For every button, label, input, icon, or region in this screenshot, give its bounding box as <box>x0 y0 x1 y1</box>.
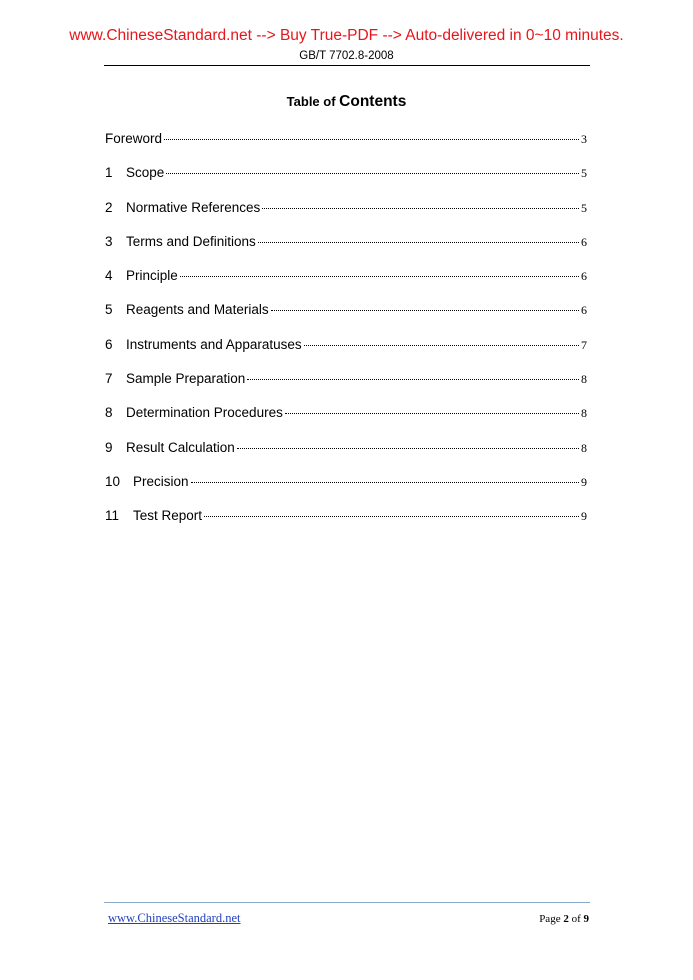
toc-title-main: Contents <box>339 93 407 110</box>
toc-entry-number: 3 <box>105 233 113 249</box>
toc-entry-page: 9 <box>581 509 587 524</box>
toc-entry-terms-and-definitions[interactable] <box>105 234 587 268</box>
toc-entry-label: Precision <box>133 473 189 489</box>
dot-leader <box>258 242 579 243</box>
dot-leader <box>204 516 579 517</box>
toc-entry-number: 5 <box>105 302 113 318</box>
toc-entry-label: Result Calculation <box>126 439 235 455</box>
toc-entry-number: 10 <box>105 473 121 489</box>
toc-entry-determination-procedures[interactable] <box>105 405 587 439</box>
toc-entry-number: 6 <box>105 336 113 352</box>
toc-entry-page: 7 <box>581 337 587 352</box>
toc-title <box>0 93 693 111</box>
toc-entry-page: 8 <box>581 406 587 421</box>
toc-entry-number: 7 <box>105 371 113 387</box>
toc-entry-page: 6 <box>581 303 587 318</box>
toc-entry-page: 5 <box>581 200 587 215</box>
toc-entry-page: 6 <box>581 269 587 284</box>
toc-entry-scope[interactable] <box>105 165 587 199</box>
toc-list <box>105 131 587 543</box>
toc-entry-number: 2 <box>105 199 113 215</box>
toc-entry-number: 11 <box>105 508 120 524</box>
toc-entry-label: Terms and Definitions <box>126 233 256 249</box>
toc-entry-page: 9 <box>581 474 587 489</box>
toc-entry-label: Test Report <box>133 508 203 524</box>
promo-banner-link[interactable]: www.ChineseStandard.net --> Buy True-PDF --> Auto-delivered in 0~10 minutes. <box>69 27 624 44</box>
toc-entry-principle[interactable] <box>105 268 587 302</box>
toc-entry-label: Determination Procedures <box>126 405 283 421</box>
toc-entry-page: 8 <box>581 440 587 455</box>
dot-leader <box>180 276 579 277</box>
dot-leader <box>285 413 579 414</box>
toc-entry-label: Foreword <box>105 131 163 146</box>
dot-leader <box>237 448 579 449</box>
toc-entry-test-report[interactable] <box>105 508 587 542</box>
footer-site-link[interactable]: www.ChineseStandard.net <box>108 911 241 925</box>
toc-title-prefix: Table of <box>286 94 340 109</box>
toc-entry-number: 4 <box>105 268 113 284</box>
toc-entry-label: Reagents and Materials <box>126 302 269 318</box>
page-of: of <box>568 913 584 925</box>
toc-entry-foreword[interactable] <box>105 131 587 165</box>
toc-entry-normative-references[interactable] <box>105 200 587 234</box>
toc-entry-reagents-and-materials[interactable] <box>105 302 587 336</box>
toc-entry-precision[interactable] <box>105 474 587 508</box>
toc-entry-sample-preparation[interactable] <box>105 371 587 405</box>
page-total: 9 <box>583 913 589 925</box>
toc-entry-label: Sample Preparation <box>126 371 246 387</box>
dot-leader <box>166 173 579 174</box>
toc-entry-label: Principle <box>126 268 178 284</box>
toc-entry-number: 8 <box>105 405 113 421</box>
header-divider <box>104 65 590 66</box>
dot-leader <box>164 139 579 140</box>
page-number <box>539 913 589 925</box>
standard-code: GB/T 7702.8-2008 <box>299 50 394 62</box>
toc-entry-page: 5 <box>581 166 587 181</box>
dot-leader <box>271 310 579 311</box>
toc-entry-page: 8 <box>581 372 587 387</box>
dot-leader <box>191 482 579 483</box>
toc-entry-page: 6 <box>581 234 587 249</box>
toc-entry-label: Scope <box>126 165 165 181</box>
toc-entry-instruments-and-apparatuses[interactable] <box>105 337 587 371</box>
toc-entry-number: 9 <box>105 439 113 455</box>
toc-entry-label: Normative References <box>126 199 261 215</box>
dot-leader <box>262 208 579 209</box>
toc-entry-number: 1 <box>105 165 113 181</box>
toc-entry-label: Instruments and Apparatuses <box>126 336 302 352</box>
footer-divider <box>104 902 590 903</box>
dot-leader <box>304 345 579 346</box>
dot-leader <box>247 379 579 380</box>
toc-entry-page: 3 <box>581 132 587 146</box>
toc-entry-result-calculation[interactable] <box>105 440 587 474</box>
page-prefix: Page <box>539 913 564 925</box>
page-current: 2 <box>563 913 569 925</box>
